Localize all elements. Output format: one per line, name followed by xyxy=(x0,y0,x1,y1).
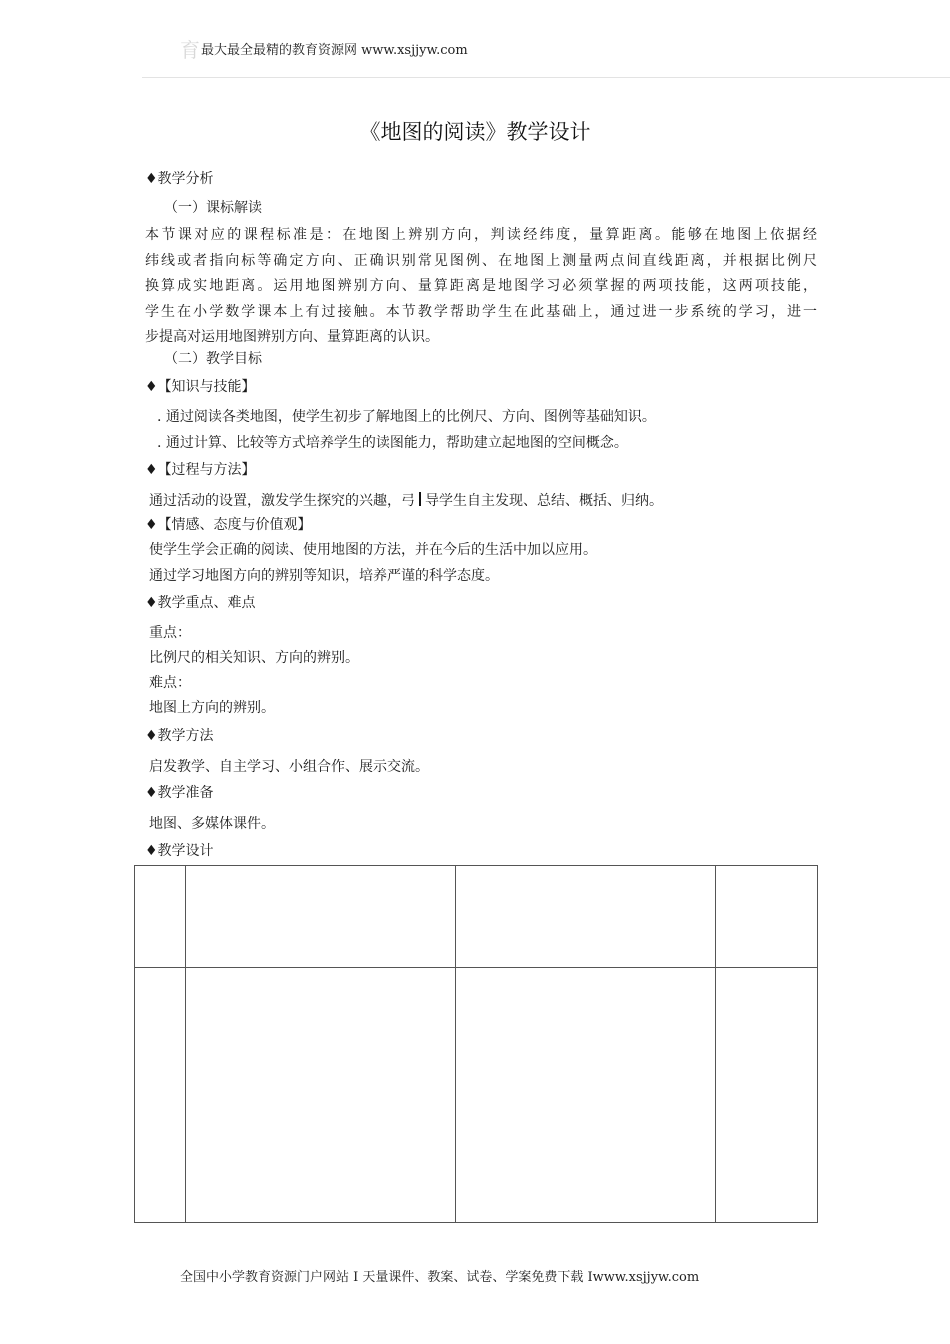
document-title: 《地图的阅读》教学设计 xyxy=(359,120,591,144)
paragraph-line: 学生在小学数学课本上有过接触。本节教学帮助学生在此基础上，通过进一步系统的学习，进一 xyxy=(145,303,817,320)
knowledge-item: . 通过阅读各类地图，使学生初步了解地图上的比例尺、方向、图例等基础知识。 xyxy=(157,409,656,425)
page-footer: 全国中小学教育资源门户网站 I 天量课件、教案、试卷、学案免费下载 Iwww.xsjjyw.com xyxy=(180,1270,700,1285)
analysis-heading: ♦教学分析 xyxy=(145,171,214,187)
process-text xyxy=(149,491,663,511)
header-text: 最大最全最精的教育资源网 www.xsjjyw.com xyxy=(201,43,468,58)
knowledge-item: . 通过计算、比较等方式培养学生的读图能力，帮助建立起地图的空间概念。 xyxy=(157,435,628,451)
key-points-heading: ♦教学重点、难点 xyxy=(145,595,256,611)
key-text: 比例尺的相关知识、方向的辨别。 xyxy=(149,650,359,666)
table-cell xyxy=(456,968,716,1223)
method-heading: ♦教学方法 xyxy=(145,728,214,744)
knowledge-heading: ♦【知识与技能】 xyxy=(145,379,256,395)
table-row xyxy=(135,866,818,968)
paragraph-line: 换算成实地距离。运用地图辨别方向、量算距离是地图学习必须掌握的两项技能，这两项技能， xyxy=(145,278,817,294)
section1-paragraph xyxy=(145,223,817,351)
site-logo-icon: 育 xyxy=(180,38,200,62)
paragraph-line: 步提高对运用地图辨别方向、量算距离的认识。 xyxy=(145,329,439,345)
prep-text: 地图、多媒体课件。 xyxy=(149,816,275,832)
teaching-design-table xyxy=(134,865,818,1223)
difficult-label: 难点： xyxy=(149,675,191,691)
emotion-heading: ♦【情感、态度与价值观】 xyxy=(145,517,312,533)
vertical-stroke-mark xyxy=(419,492,421,506)
difficult-text: 地图上方向的辨别。 xyxy=(149,700,275,716)
section1-heading: （一）课标解读 xyxy=(164,200,262,216)
table-cell xyxy=(135,968,186,1223)
paragraph-line: 本节课对应的课程标准是：在地图上辨别方向，判读经纬度，量算距离。能够在地图上依据经 xyxy=(145,227,817,243)
process-text-part: 导学生自主发现、总结、概括、归纳。 xyxy=(425,493,663,509)
emotion-item: 使学生学会正确的阅读、使用地图的方法，并在今后的生活中加以应用。 xyxy=(149,542,597,558)
key-label: 重点： xyxy=(149,625,191,641)
table-row xyxy=(135,968,818,1223)
table-cell xyxy=(135,866,186,968)
table-cell xyxy=(456,866,716,968)
page-header xyxy=(180,34,468,63)
table-cell xyxy=(716,866,818,968)
table-cell xyxy=(186,968,456,1223)
emotion-item: 通过学习地图方向的辨别等知识，培养严谨的科学态度。 xyxy=(149,568,499,584)
table-cell xyxy=(716,968,818,1223)
table-cell xyxy=(186,866,456,968)
section2-heading: （二）教学目标 xyxy=(164,351,262,367)
process-text-part: 通过活动的设置，激发学生探究的兴趣，弓 xyxy=(149,493,415,509)
design-heading: ♦教学设计 xyxy=(145,843,214,859)
process-heading: ♦【过程与方法】 xyxy=(145,462,256,478)
prep-heading: ♦教学准备 xyxy=(145,785,214,801)
paragraph-line: 纬线或者指向标等确定方向、正确识别常见图例、在地图上测量两点间直线距离，并根据比例尺 xyxy=(145,252,817,269)
method-text: 启发教学、自主学习、小组合作、展示交流。 xyxy=(149,759,429,775)
header-divider xyxy=(142,77,950,78)
